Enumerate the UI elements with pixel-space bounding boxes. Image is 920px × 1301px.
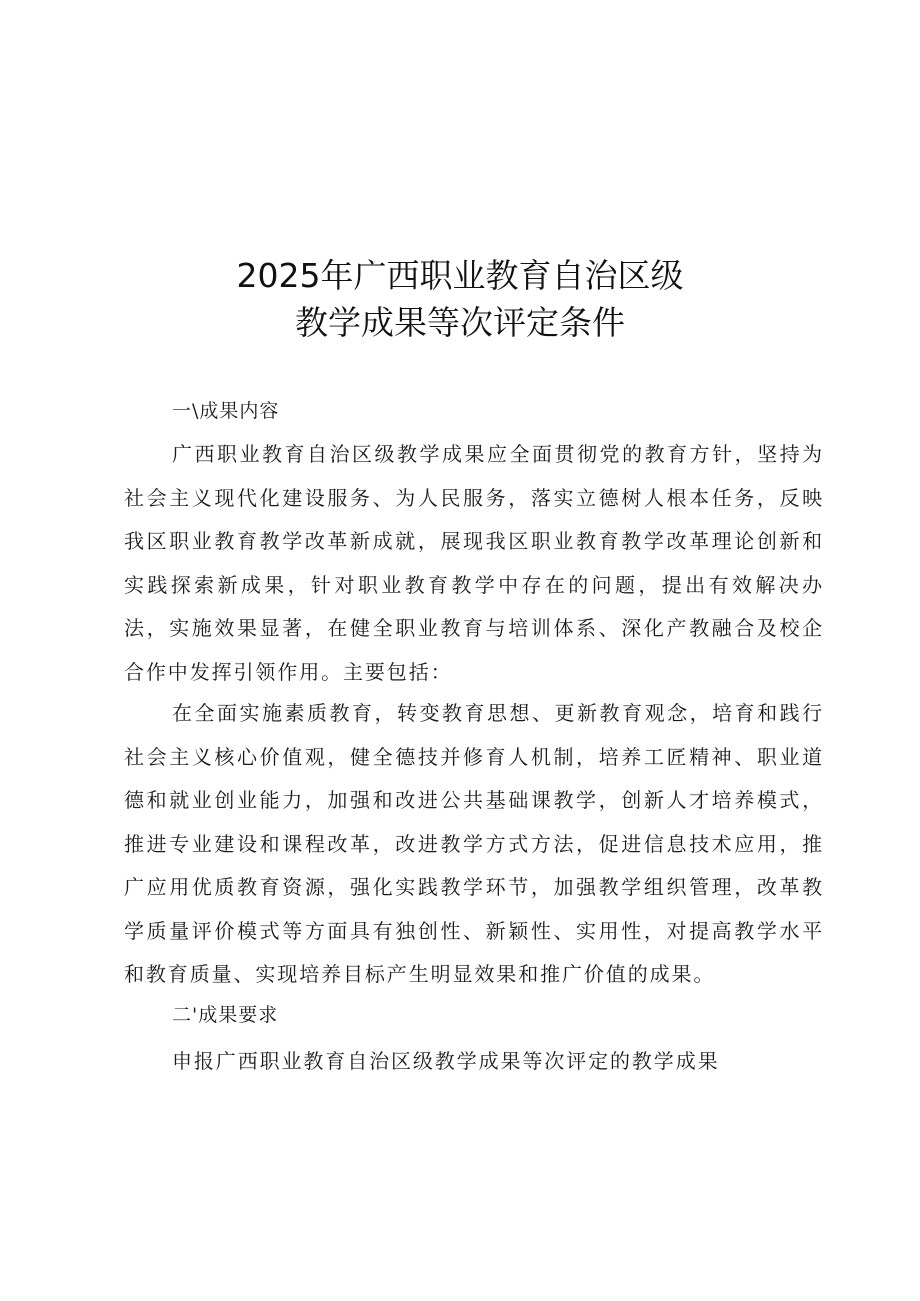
paragraph-achievement-overview: 广西职业教育自治区级教学成果应全面贯彻党的教育方针，坚持为社会主义现代化建设服务、为人民服务，落实立德树人根本任务，反映我区职业教育教学改革新成就，展现我区职业教育教学改革理论创新和实践探索新成果，针对职业教育教学中存在的问题，提出有效解决办法，实施效果显著，在健全职业教育与培训体系、深化产教融合及校企合作中发挥引领作用。主要包括： (124, 442, 824, 684)
document-title-line-1: 2025年广西职业教育自治区级 (236, 256, 684, 295)
section-heading-achievement-content: 一\成果内容 (172, 400, 280, 422)
paragraph-requirements-intro: 申报广西职业教育自治区级教学成果等次评定的教学成果 (172, 1049, 720, 1073)
section-heading-achievement-requirements: 二'成果要求 (172, 1004, 279, 1026)
paragraph-achievement-scope: 在全面实施素质教育，转变教育思想、更新教育观念，培育和践行社会主义核心价值观，健全德技并修育人机制，培养工匠精神、职业道德和就业创业能力，加强和改进公共基础课教学，创新人才培养模式，推进专业建设和课程改革，改进教学方式方法，促进信息技术应用，推广应用优质教育资源，强化实践教学环节，加强教学组织管理，改革教学质量评价模式等方面具有独创性、新颖性、实用性，对提高教学水平和教育质量、实现培养目标产生明显效果和推广价值的成果。 (124, 701, 824, 986)
document-title-line-2: 教学成果等次评定条件 (295, 303, 625, 342)
